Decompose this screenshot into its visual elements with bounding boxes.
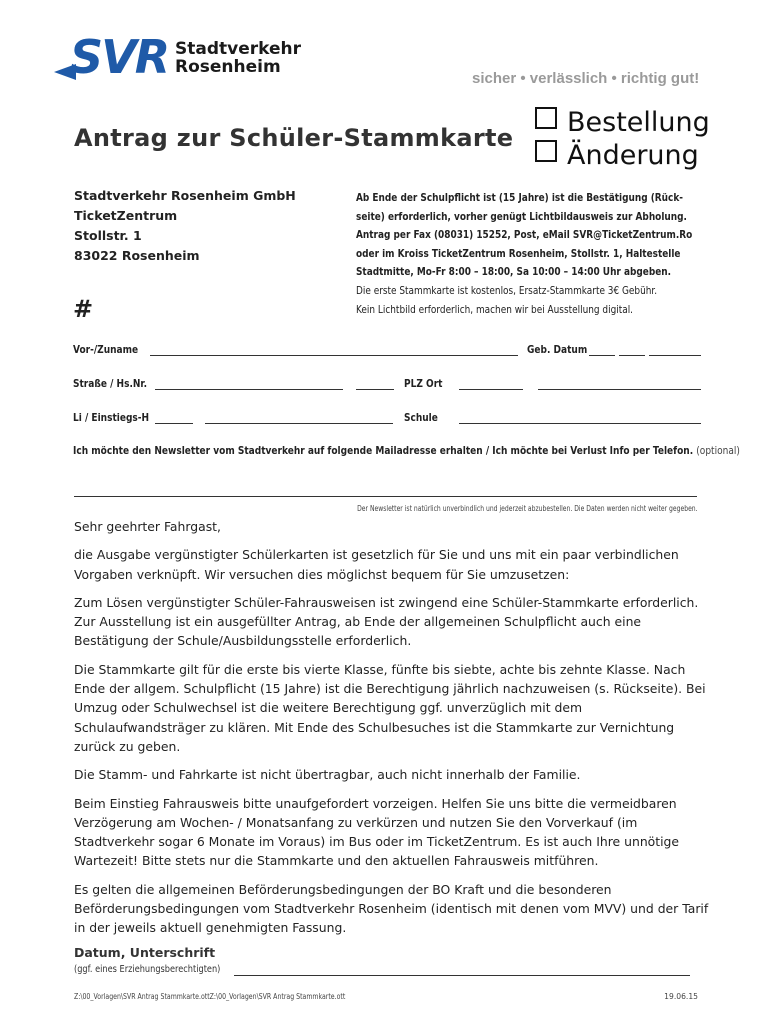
address-line: 83022 Rosenheim [74,248,200,263]
footer-date: 19.06.15 [664,992,698,1001]
signature-field[interactable] [234,975,690,976]
body-paragraph: Es gelten die allgemeinen Beförderungsbedingungen der BO Kraft und die besonderen Beförderungsbedingungen vom Stadtverkehr Rosenheim (identisch mit denen vom MVV) und der Tarif in der jeweils aktuell genehmigten Fassung. [74,881,709,936]
info-line: Kein Lichtbild erforderlich, machen wir bei Ausstellung digital. [356,303,634,316]
checkbox-icon[interactable] [535,140,557,162]
checkbox-icon[interactable] [535,107,557,129]
hash-marker: # [73,295,94,323]
info-line: Stadtmitte, Mo-Fr 8:00 – 18:00, Sa 10:00 – 14:00 Uhr abgeben. [356,266,672,279]
street-field[interactable] [155,389,343,390]
signature-label: Datum, Unterschrift [74,945,216,960]
address-line: Stadtverkehr Rosenheim GmbH [74,188,296,203]
birth-label: Geb. Datum [527,343,588,356]
body-paragraph: Die Stammkarte gilt für die erste bis vierte Klasse, fünfte bis siebte, achte bis zehnte Klasse. Nach Ende der allgem. Schulpflicht (15 Jahre) ist die Berechtigung jährlich nachzuweisen (s. Rückseite). Bei Umzug oder Schulwechsel ist die weitere Berechtigung ggf. unverzüglich mit dem Schulaufwandsträger zu klären. Mit Ende des Schulbesuches ist die Stammkarte zur Vernichtung zurück zu geben. [74,661,706,754]
checkbox-aenderung[interactable] [535,140,699,172]
checkbox-label: Änderung [567,140,699,171]
school-label: Schule [404,411,438,424]
info-line: seite) erforderlich, vorher genügt Lichtbildausweis zur Abholung. [356,210,687,223]
newsletter-text [73,444,740,457]
logo-mark: SVR [70,30,169,84]
city-field[interactable] [538,389,701,390]
body-paragraph: Zum Lösen vergünstigter Schüler-Fahrausweisen ist zwingend eine Schüler-Stammkarte erforderlich. Zur Ausstellung ist ein ausgefüllter Antrag, ab Ende der allgemeinen Schulpflicht auch eine Bestätigung der Schule/Ausbildungsstelle erforderlich. [74,594,699,649]
stop-field[interactable] [205,423,393,424]
school-field[interactable] [459,423,701,424]
signature-sublabel: (ggf. eines Erziehungsberechtigten) [74,964,221,975]
house-number-field[interactable] [356,389,394,390]
newsletter-optional: (optional) [696,444,740,457]
street-label: Straße / Hs.Nr. [73,377,148,390]
name-label: Vor-/Zuname [73,343,139,356]
birth-year-field[interactable] [649,355,701,356]
address-line: TicketZentrum [74,208,178,223]
info-block [356,189,709,319]
name-field[interactable] [150,355,518,356]
plz-label: PLZ Ort [404,377,443,390]
newsletter-note: Der Newsletter ist natürlich unverbindlich und jederzeit abzubestellen. Die Daten werden nicht weiter gegeben. [357,504,698,513]
info-line: oder im Kroiss TicketZentrum Rosenheim, Stollstr. 1, Haltestelle [356,247,681,260]
address-line: Stollstr. 1 [74,228,142,243]
line-field[interactable] [155,423,193,424]
line-label: Li / Einstiegs-H [73,411,150,424]
logo-line-2: Rosenheim [175,57,281,77]
body-paragraph: Die Stamm- und Fahrkarte ist nicht übertragbar, auch nicht innerhalb der Familie. [74,767,581,783]
checkbox-bestellung[interactable] [535,107,710,139]
newsletter-label: Ich möchte den Newsletter vom Stadtverkehr auf folgende Mailadresse erhalten / Ich möchte bei Verlust Info per Telefon. [73,444,694,457]
newsletter-field[interactable] [74,496,697,497]
plz-field[interactable] [459,389,523,390]
page-title: Antrag zur Schüler-Stammkarte [74,124,514,152]
info-line: Die erste Stammkarte ist kostenlos, Ersatz-Stammkarte 3€ Gebühr. [356,284,658,297]
checkbox-label: Bestellung [567,107,710,138]
info-line: Antrag per Fax (08031) 15252, Post, eMail SVR@TicketZentrum.Ro [356,229,693,242]
logo-line-1: Stadtverkehr [175,39,301,59]
birth-day-field[interactable] [589,355,615,356]
address-block [74,186,296,266]
birth-month-field[interactable] [619,355,645,356]
info-line: Ab Ende der Schulpflicht ist (15 Jahre) ist die Bestätigung (Rück- [356,192,683,204]
body-paragraph: Beim Einstieg Fahrausweis bitte unaufgefordert vorzeigen. Helfen Sie uns bitte die vermeidbaren Verzögerung am Wochen- / Monatsanfang zu verkürzen und nutzen Sie den Vorverkauf (im Stadtverkehr sogar 6 Monate im Voraus) im Bus oder im TicketZentrum. Es ist auch Ihre unnötige Wartezeit! Bitte stets nur die Stammkarte und den aktuellen Fahrausweis mitführen. [74,795,680,869]
salutation: Sehr geehrter Fahrgast, [74,519,221,534]
logo-name [175,40,301,76]
footer-path: Z:\00_Vorlagen\SVR Antrag Stammkarte.ottZ:\00_Vorlagen\SVR Antrag Stammkarte.ott [74,992,346,1001]
slogan: sicher • verlässlich • richtig gut! [472,70,700,87]
letter-body [74,517,714,947]
body-paragraph: die Ausgabe vergünstigter Schülerkarten ist gesetzlich für Sie und uns mit ein paar verbindlichen Vorgaben verknüpft. Wir versuchen dies möglichst bequem für Sie umzusetzen: [74,547,679,582]
